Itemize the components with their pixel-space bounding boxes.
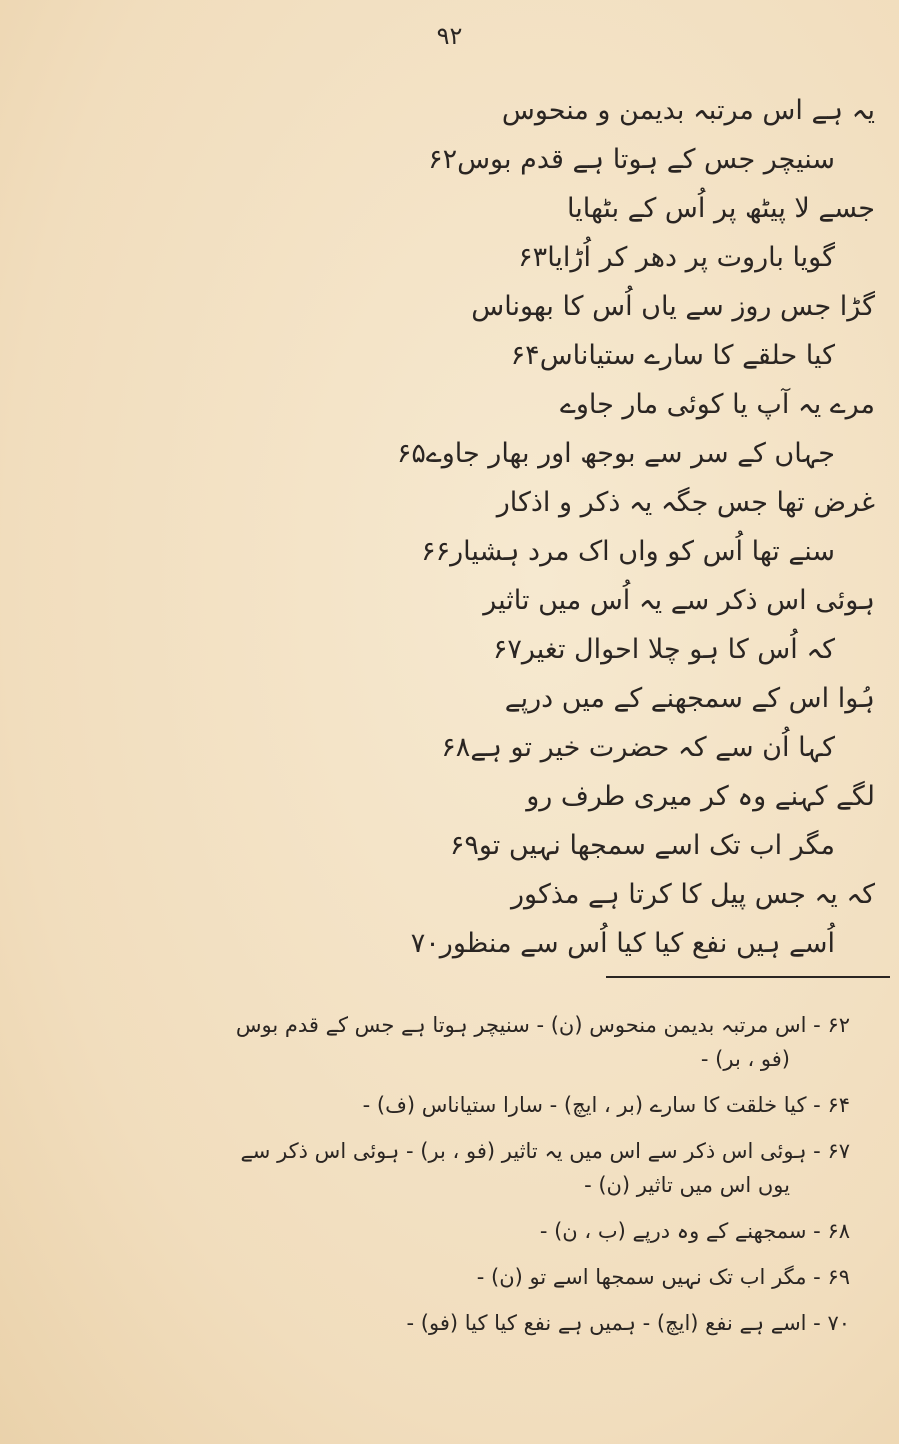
verse-line: ہُوا اس کے سمجھنے کے میں درپے xyxy=(504,683,875,714)
verse-block xyxy=(40,86,875,968)
verse-line: لگے کہنے وہ کر میری طرف رو xyxy=(526,781,875,812)
footnote-line: ۶۸ - سمجھنے کے وہ درپے (ب ، ن) - xyxy=(539,1219,850,1243)
page-number: ۹۲ xyxy=(436,22,463,50)
verse-line: کہا اُن سے کہ حضرت خیر تو ہے۶۸ xyxy=(441,732,835,763)
footnote xyxy=(40,1008,850,1076)
footnote-line: ۶۲ - اس مرتبہ بدیمن منحوس (ن) - سنیچر ہوتا ہے جس کے قدم بوس xyxy=(235,1013,850,1037)
verse-line: گویا باروت پر دھر کر اُڑایا۶۳ xyxy=(518,242,835,273)
footnote-line: ۶۴ - کیا خلقت کا سارے (بر ، ایچ) - سارا ستیاناس (ف) - xyxy=(362,1093,850,1117)
footnote xyxy=(40,1134,850,1202)
footnote xyxy=(40,1260,850,1294)
verse-line: مرے یہ آپ یا کوئی مار جاوے xyxy=(560,389,875,420)
footnotes xyxy=(40,1008,850,1352)
verse-line: جہاں کے سر سے بوجھ اور بھار جاوے۶۵ xyxy=(396,438,835,469)
verse-line: گڑا جس روز سے یاں اُس کا بھوناس xyxy=(471,291,875,322)
verse-line: سنے تھا اُس کو واں اک مرد ہشیار۶۶ xyxy=(421,536,835,567)
verse-line: اُسے ہیں نفع کیا کیا اُس سے منظور۷۰ xyxy=(410,928,835,959)
footnote xyxy=(40,1088,850,1122)
footnote xyxy=(40,1214,850,1248)
footnote-line: یوں اس میں تاثیر (ن) - xyxy=(584,1173,790,1197)
verse-line: ہوئی اس ذکر سے یہ اُس میں تاثیر xyxy=(483,585,875,616)
verse-line: مگر اب تک اسے سمجھا نہیں تو۶۹ xyxy=(449,830,835,861)
footnote-line: ۶۷ - ہوئی اس ذکر سے اس میں یہ تاثیر (فو ، بر) - ہوئی اس ذکر سے xyxy=(240,1139,850,1163)
verse-line: کہ اُس کا ہو چلا احوال تغیر۶۷ xyxy=(492,634,835,665)
verse-line: غرض تھا جس جگہ یہ ذکر و اذکار xyxy=(496,487,875,518)
verse-line: کیا حلقے کا سارے ستیاناس۶۴ xyxy=(510,340,835,371)
footnote-divider xyxy=(606,976,890,978)
footnote xyxy=(40,1306,850,1340)
verse-line: یہ ہے اس مرتبہ بدیمن و منحوس xyxy=(501,95,875,126)
footnote-line: ۷۰ - اسے ہے نفع (ایچ) - ہمیں ہے نفع کیا کیا (فو) - xyxy=(406,1311,850,1335)
verse-line: سنیچر جس کے ہوتا ہے قدم بوس۶۲ xyxy=(428,144,835,175)
footnote-line: ۶۹ - مگر اب تک نہیں سمجھا اسے تو (ن) - xyxy=(476,1265,850,1289)
verse-line: کہ یہ جس پیل کا کرتا ہے مذکور xyxy=(511,879,875,910)
verse-line: جسے لا پیٹھ پر اُس کے بٹھایا xyxy=(567,193,875,224)
footnote-line: (فو ، بر) - xyxy=(700,1047,790,1071)
